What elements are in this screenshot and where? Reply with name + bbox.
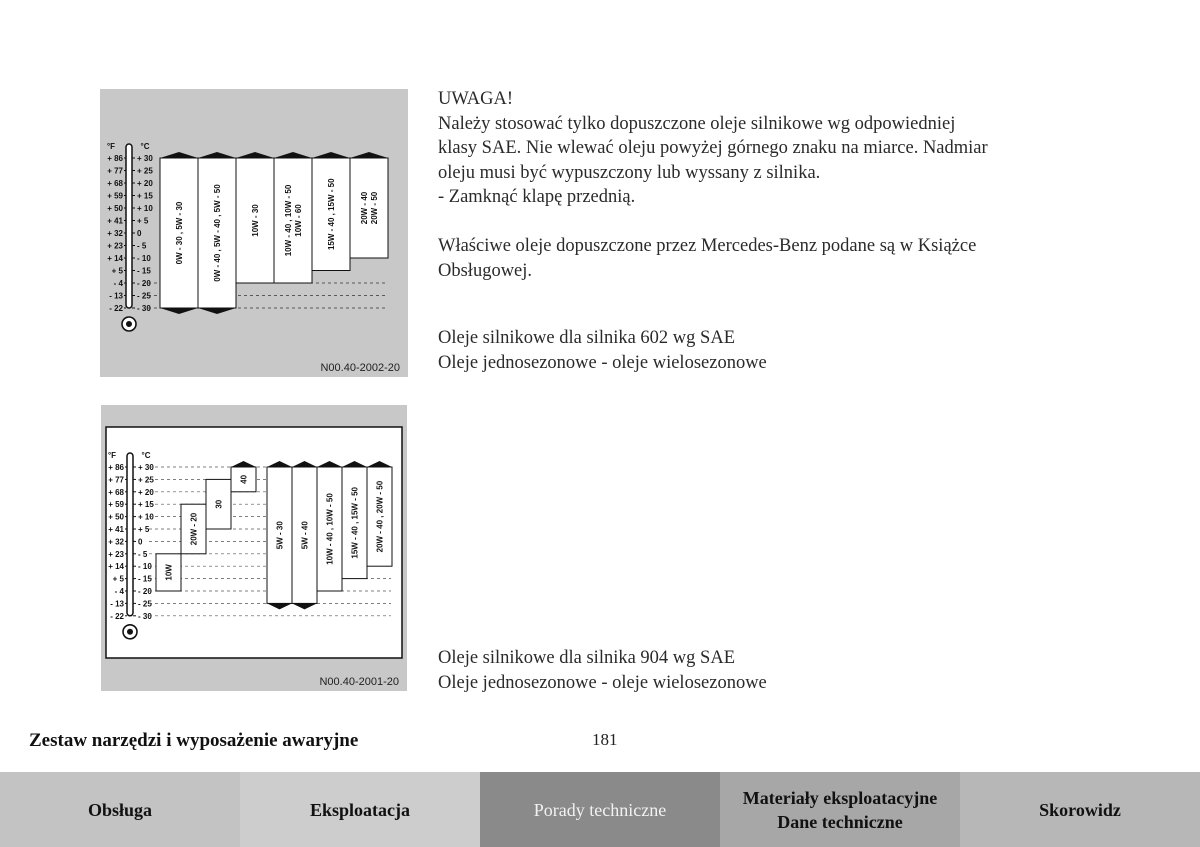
tick-fahrenheit: + 23: [108, 549, 124, 559]
engine-602-caption-line: Oleje jednosezonowe - oleje wielosezonowe: [438, 352, 767, 373]
tick-fahrenheit: + 50: [107, 204, 123, 213]
unit-fahrenheit: °F: [106, 142, 116, 151]
tick-fahrenheit: + 77: [107, 166, 123, 176]
warning-text-line: [438, 210, 988, 235]
tab-eksploatacja[interactable]: [240, 772, 480, 847]
tab-obsluga[interactable]: [0, 772, 240, 847]
engine-904-caption: [438, 646, 767, 695]
warning-text-line: Obsługowej.: [438, 260, 533, 281]
viscosity-chart-904-svg: [101, 405, 407, 691]
oil-bar: [274, 158, 312, 283]
tick-celsius: 0: [138, 537, 143, 547]
tick-celsius: - 5: [137, 241, 147, 251]
tick-fahrenheit: + 14: [108, 562, 124, 572]
tick-celsius: + 30: [138, 463, 154, 472]
tick-fahrenheit: + 23: [107, 241, 123, 251]
oil-grade-label: 15W - 40 , 15W - 50: [327, 178, 336, 251]
tick-celsius: + 5: [137, 216, 149, 226]
tick-fahrenheit: - 4: [114, 587, 124, 596]
engine-602-caption: [438, 326, 767, 375]
oil-grade-label: 10W - 60: [294, 204, 303, 237]
thermometer-bulb-core: [127, 629, 133, 635]
tick-fahrenheit: + 77: [108, 475, 124, 485]
tick-celsius: + 25: [137, 166, 153, 176]
tick-fahrenheit: + 5: [111, 266, 123, 276]
oil-grade-label: 0W - 30 , 5W - 30: [175, 201, 184, 265]
tick-fahrenheit: + 41: [107, 216, 123, 226]
warning-text: [438, 87, 988, 283]
tick-celsius: - 15: [138, 574, 152, 584]
thermometer-tube: [127, 453, 133, 616]
thermometer-tube: [126, 144, 132, 308]
warning-text-line: oleju musi być wypuszczony lub wyssany z silnika.: [438, 162, 821, 183]
warning-text-line: Należy stosować tylko dopuszczone oleje silnikowe wg odpowiedniej: [438, 113, 956, 134]
oil-grade-label: 0W - 40 , 5W - 40 , 5W - 50: [213, 184, 222, 282]
oil-grade-label: 10W - 40 , 10W - 50: [284, 184, 293, 257]
oil-grade-label: 10W - 30: [251, 204, 260, 237]
tick-celsius: + 20: [138, 487, 154, 497]
tick-fahrenheit: + 68: [107, 179, 123, 188]
tick-fahrenheit: + 59: [107, 191, 123, 201]
tick-celsius: - 25: [137, 291, 151, 301]
tab-label: Obsługa: [87, 799, 153, 820]
tick-celsius: + 15: [137, 191, 153, 201]
tick-celsius: - 25: [138, 599, 152, 609]
tick-celsius: - 20: [138, 587, 152, 596]
oil-grade-label: 20W - 20: [189, 512, 199, 546]
figure-code: N00.40-2002-20: [320, 362, 400, 374]
tab-skorowidz[interactable]: [960, 772, 1200, 847]
oil-grade-label: 20W - 50: [370, 191, 379, 225]
tick-celsius: - 5: [138, 549, 148, 559]
oil-bar: [350, 158, 388, 258]
tick-fahrenheit: + 86: [108, 463, 124, 472]
tick-fahrenheit: + 32: [107, 229, 123, 238]
tick-fahrenheit: + 41: [108, 525, 124, 534]
figure-code: N00.40-2001-20: [319, 676, 399, 688]
tick-celsius: + 15: [138, 500, 154, 510]
tick-celsius: + 30: [137, 154, 153, 163]
oil-grade-label: 10W - 40 , 10W - 50: [325, 493, 335, 565]
tick-celsius: + 5: [138, 525, 150, 534]
unit-fahrenheit: °F: [107, 451, 117, 460]
tick-celsius: - 10: [137, 254, 151, 263]
tab-label: Porady techniczne: [533, 799, 667, 820]
tick-fahrenheit: - 13: [110, 599, 124, 609]
tick-celsius: + 25: [138, 475, 154, 485]
viscosity-chart-602-svg: [100, 89, 408, 377]
warning-text-line: Właściwe oleje dopuszczone przez Mercedes-Benz podane są w Książce: [438, 236, 977, 256]
oil-grade-label: 20W - 40 , 20W - 50: [375, 480, 385, 553]
oil-grade-label: 20W - 40: [360, 191, 369, 225]
engine-904-caption-line: Oleje jednosezonowe - oleje wielosezonowe: [438, 672, 767, 693]
tick-celsius: + 10: [137, 204, 153, 213]
unit-celsius: °C: [140, 142, 150, 151]
tick-fahrenheit: - 22: [109, 304, 123, 313]
oil-grade-label: 5W - 40: [300, 521, 310, 550]
tick-celsius: - 10: [138, 562, 152, 572]
tab-label: Skorowidz: [1039, 799, 1121, 820]
tick-celsius: - 15: [137, 266, 151, 276]
tab-materialy-eksploatacyjne[interactable]: [720, 772, 960, 847]
unit-celsius: °C: [141, 451, 151, 460]
tab-porady-techniczne[interactable]: [480, 772, 720, 847]
oil-grade-label: 15W - 40 , 15W - 50: [350, 487, 360, 559]
tick-celsius: + 20: [137, 179, 153, 188]
tick-celsius: - 30: [137, 304, 151, 313]
footer-nav: [0, 772, 1200, 847]
oil-grade-label: 10W: [164, 564, 174, 581]
tick-celsius: - 20: [137, 279, 151, 288]
warning-text-line: klasy SAE. Nie wlewać oleju powyżej górnego znaku na miarce. Nadmiar: [438, 138, 988, 158]
tick-fahrenheit: + 59: [108, 500, 124, 510]
viscosity-chart-602: [100, 89, 408, 377]
oil-grade-label: 5W - 30: [275, 521, 285, 550]
tab-label-line2: Dane techniczne: [777, 811, 903, 832]
oil-grade-label: 40: [239, 474, 249, 484]
tick-fahrenheit: - 4: [113, 279, 123, 288]
tick-fahrenheit: - 13: [109, 291, 123, 301]
tab-label: Eksploatacja: [309, 799, 410, 820]
page-number: 181: [592, 730, 618, 749]
tick-fahrenheit: + 50: [108, 512, 124, 522]
tick-fahrenheit: + 68: [108, 487, 124, 497]
tick-celsius: - 30: [138, 611, 152, 621]
section-title: Zestaw narzędzi i wyposażenie awaryjne: [29, 730, 359, 751]
engine-904-caption-line: Oleje silnikowe dla silnika 904 wg SAE: [438, 648, 735, 668]
tick-fahrenheit: + 86: [107, 154, 123, 163]
tick-fahrenheit: + 32: [108, 537, 124, 547]
tick-fahrenheit: - 22: [110, 611, 124, 621]
tick-fahrenheit: + 5: [112, 574, 124, 584]
tick-celsius: + 10: [138, 512, 154, 522]
viscosity-chart-904: [101, 405, 407, 691]
warning-text-line: UWAGA!: [438, 89, 514, 109]
tab-label: Materiały eksploatacyjne: [742, 787, 938, 808]
tick-fahrenheit: + 14: [107, 254, 123, 263]
oil-grade-label: 30: [214, 499, 224, 509]
tick-celsius: 0: [137, 229, 142, 238]
thermometer-bulb-core: [126, 321, 132, 327]
engine-602-caption-line: Oleje silnikowe dla silnika 602 wg SAE: [438, 328, 735, 348]
warning-text-line: - Zamknąć klapę przednią.: [438, 187, 636, 207]
